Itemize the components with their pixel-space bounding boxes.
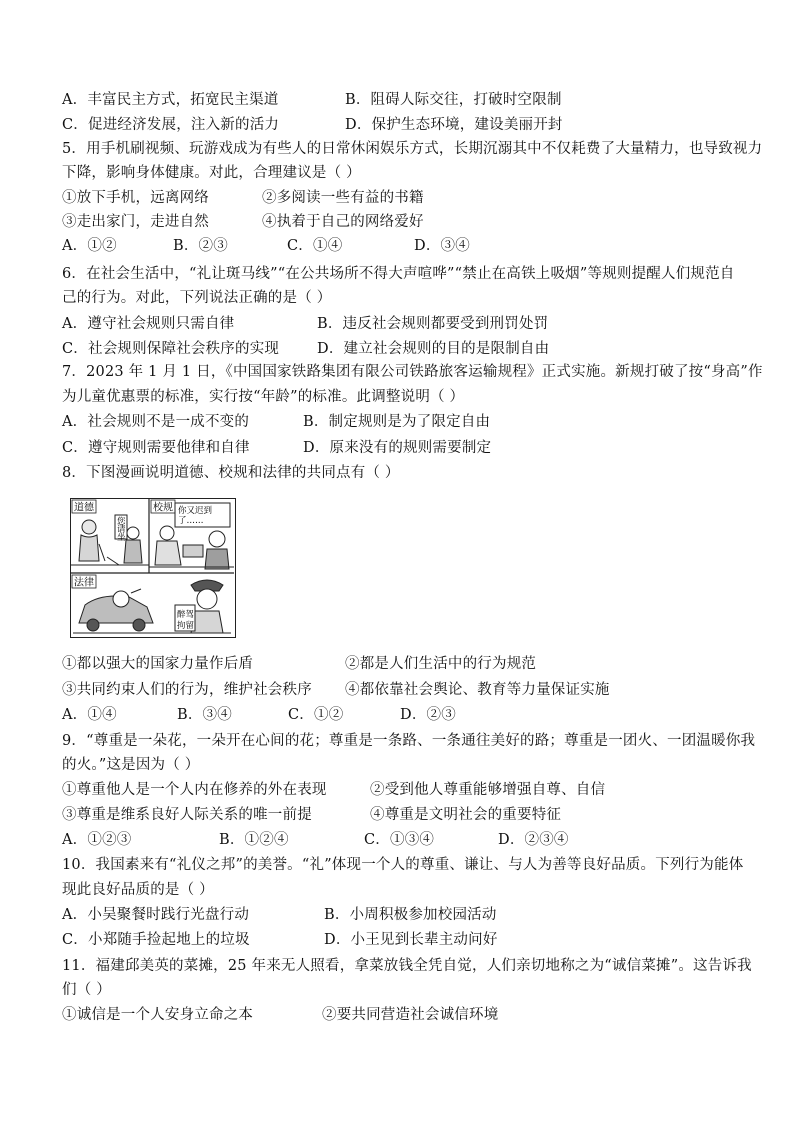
q5-statement-1: ①放下手机，远离网络 xyxy=(62,190,209,206)
sign-detention: 拘留 xyxy=(177,621,195,631)
sign-drunk-driving: 醉驾 xyxy=(177,610,195,620)
q4-option-a: A．丰富民主方式，拓宽民主渠道 xyxy=(62,92,279,108)
q5-option-b: B．②③ xyxy=(173,238,228,254)
q8-option-a: A．①④ xyxy=(62,707,117,723)
q10-option-b: B．小周积极参加校园活动 xyxy=(324,907,497,923)
q7-option-a: A．社会规则不是一成不变的 xyxy=(62,414,250,430)
q9-option-a: A．①②③ xyxy=(62,832,132,848)
q9-statement-3: ③尊重是维系良好人际关系的唯一前提 xyxy=(62,807,312,823)
q5-stem-line-1: 5．用手机刷视频、玩游戏成为有些人的日常休闲娱乐方式，长期沉溺其中不仅耗费了大量精力，也导致视力 xyxy=(62,141,763,157)
q8-statement-1: ①都以强大的国家力量作后盾 xyxy=(62,656,254,672)
q6-stem-line-1: 6．在社会生活中，“礼让斑马线”“在公共场所不得大声喧哗”“禁止在高铁上吸烟”等规则提醒人们规范自 xyxy=(62,266,735,282)
comic-label-moral: 道德 xyxy=(74,502,94,514)
q7-option-d: D．原来没有的规则需要制定 xyxy=(303,440,492,456)
q9-option-d: D．②③④ xyxy=(498,832,569,848)
q5-option-d: D．③④ xyxy=(414,238,470,254)
q10-option-d: D．小王见到长辈主动问好 xyxy=(324,932,498,948)
q7-stem-line-2: 为儿童优惠票的标准，实行按“年龄”的标准。此调整说明（ ） xyxy=(62,389,465,405)
q8-statement-3: ③共同约束人们的行为，维护社会秩序 xyxy=(62,682,312,698)
q6-stem-line-2: 己的行为。对此，下列说法正确的是（ ） xyxy=(62,290,332,306)
q6-option-b: B．违反社会规则都要受到刑罚处罚 xyxy=(317,316,549,332)
q5-statement-4: ④执着于自己的网络爱好 xyxy=(262,214,424,230)
q11-statement-2: ②要共同营造社会诚信环境 xyxy=(322,1007,499,1023)
bubble-late-2: 了…… xyxy=(178,516,204,526)
q6-option-a: A．遵守社会规则只需自律 xyxy=(62,316,235,332)
q9-statement-1: ①尊重他人是一个人内在修养的外在表现 xyxy=(62,782,327,798)
comic-label-school: 校规 xyxy=(153,502,173,514)
q9-option-b: B．①②④ xyxy=(219,832,289,848)
comic-label-law: 法律 xyxy=(74,577,94,589)
q8-option-c: C．①② xyxy=(288,707,344,723)
bubble-seat-1: 您 xyxy=(117,517,126,527)
q4-option-d: D．保护生态环境，建设美丽开封 xyxy=(345,117,563,133)
q5-option-c: C．①④ xyxy=(287,238,343,254)
q9-statement-4: ④尊重是文明社会的重要特征 xyxy=(370,807,562,823)
comic-illustration xyxy=(70,498,236,638)
q8-statement-4: ④都依靠社会舆论、教育等力量保证实施 xyxy=(345,682,610,698)
q10-stem-line-1: 10．我国素来有“礼仪之邦”的美誉。“礼”体现一个人的尊重、谦让、与人为善等良好品质。下列行为能体 xyxy=(62,857,744,873)
comic-drawing xyxy=(71,499,234,636)
q7-stem-line-1: 7．2023 年 1 月 1 日，《中国国家铁路集团有限公司铁路旅客运输规程》正式实施。新规打破了按“身高”作 xyxy=(62,364,763,380)
q8-option-d: D．②③ xyxy=(400,707,456,723)
law-scene xyxy=(73,580,231,633)
q10-stem-line-2: 现此良好品质的是（ ） xyxy=(62,882,214,898)
q5-stem-line-2: 下降，影响身体健康。对此，合理建议是（ ） xyxy=(62,165,361,181)
q9-statement-2: ②受到他人尊重能够增强自尊、自信 xyxy=(370,782,606,798)
q4-option-c: C．促进经济发展，注入新的活力 xyxy=(62,117,280,133)
bubble-seat-2: 请 xyxy=(117,525,126,535)
q7-option-b: B．制定规则是为了限定自由 xyxy=(303,414,491,430)
q6-option-c: C．社会规则保障社会秩序的实现 xyxy=(62,341,280,357)
q11-stem-line-2: 们（ ） xyxy=(62,982,111,998)
q8-stem: 8．下图漫画说明道德、校规和法律的共同点有（ ） xyxy=(62,465,400,481)
q5-statement-3: ③走出家门，走进自然 xyxy=(62,214,209,230)
q10-option-c: C．小郑随手捡起地上的垃圾 xyxy=(62,932,250,948)
q6-option-d: D．建立社会规则的目的是限制自由 xyxy=(317,341,550,357)
q7-option-c: C．遵守规则需要他律和自律 xyxy=(62,440,250,456)
q9-stem-line-2: 的火。”这是因为（ ） xyxy=(62,757,200,773)
bubble-late-1: 你又迟到 xyxy=(178,506,213,516)
q4-option-b: B．阻碍人际交往，打破时空限制 xyxy=(345,92,562,108)
q10-option-a: A．小吴聚餐时践行光盘行动 xyxy=(62,907,250,923)
q5-statement-2: ②多阅读一些有益的书籍 xyxy=(262,190,424,206)
q11-statement-1: ①诚信是一个人安身立命之本 xyxy=(62,1007,254,1023)
q5-option-a: A．①② xyxy=(62,238,117,254)
q11-stem-line-1: 11．福建邱美英的菜摊，25 年来无人照看，拿菜放钱全凭自觉，人们亲切地称之为“诚信菜摊”。这告诉我 xyxy=(62,958,752,974)
bubble-seat-3: 坐 xyxy=(117,533,126,543)
q8-option-b: B．③④ xyxy=(177,707,232,723)
q9-stem-line-1: 9．“尊重是一朵花，一朵开在心间的花；尊重是一条路、一条通往美好的路；尊重是一团火、一团温暖你我 xyxy=(62,733,756,749)
q9-option-c: C．①③④ xyxy=(364,832,435,848)
moral-scene xyxy=(71,515,149,565)
q8-statement-2: ②都是人们生活中的行为规范 xyxy=(345,656,537,672)
